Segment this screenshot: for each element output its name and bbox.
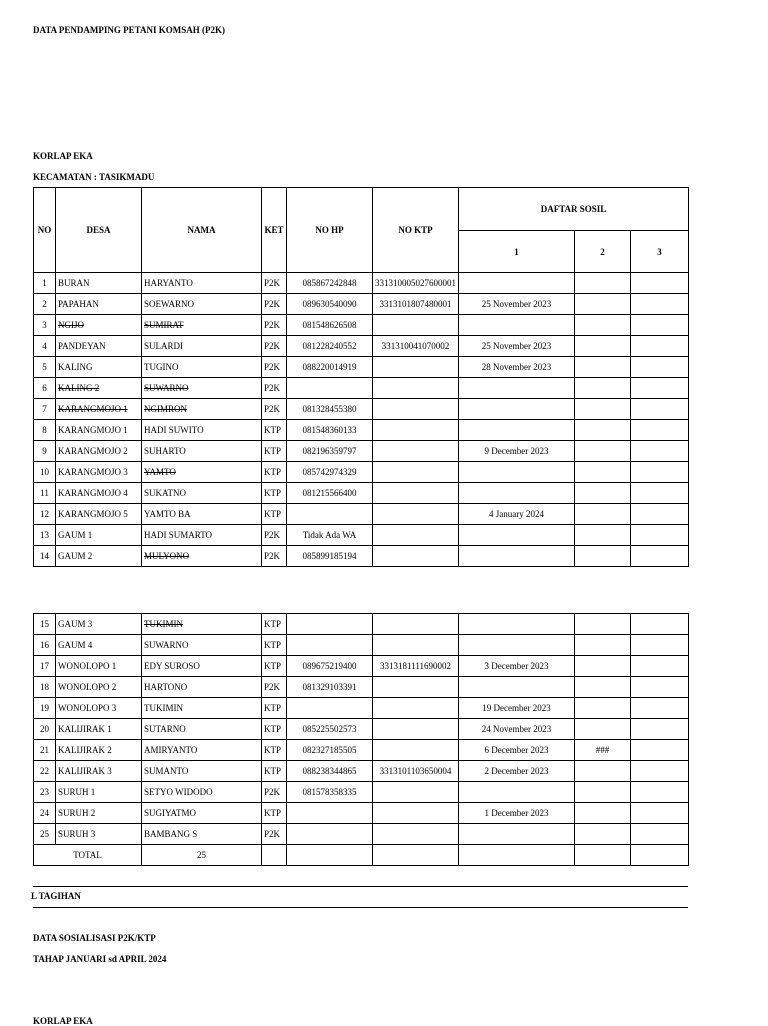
row-sosil-1 [459, 525, 575, 546]
header-ket: KET [262, 188, 287, 273]
row-nama: NGIMRON [142, 399, 262, 420]
row-desa: KALIJIRAK 3 [56, 761, 142, 782]
row-ktp [373, 420, 459, 441]
row-ket: P2K [262, 824, 287, 845]
row-ktp: 3313181111690002 [373, 656, 459, 677]
row-nama: SETYO WIDODO [142, 782, 262, 803]
row-sosil-3 [631, 635, 689, 656]
korlap-label: KORLAP EKA [33, 151, 93, 161]
row-ktp [373, 483, 459, 504]
table-row [34, 357, 689, 378]
row-desa: KALING [56, 357, 142, 378]
row-desa: PAPAHAN [56, 294, 142, 315]
header-nohp: NO HP [287, 188, 373, 273]
row-sosil-2 [575, 336, 631, 357]
row-no: 20 [34, 719, 56, 740]
row-hp [287, 378, 373, 399]
row-ktp [373, 378, 459, 399]
row-sosil-3 [631, 504, 689, 525]
table-row [34, 483, 689, 504]
row-hp: 082196359797 [287, 441, 373, 462]
table-row [34, 336, 689, 357]
row-desa: KARANGMOJO 2 [56, 441, 142, 462]
row-sosil-3 [631, 483, 689, 504]
row-nama: TUKIMIN [142, 614, 262, 635]
row-no: 5 [34, 357, 56, 378]
row-sosil-3 [631, 378, 689, 399]
row-desa: SURUH 2 [56, 803, 142, 824]
row-sosil-2 [575, 546, 631, 567]
row-ket: KTP [262, 656, 287, 677]
row-sosil-1 [459, 782, 575, 803]
row-sosil-3 [631, 315, 689, 336]
row-ket: P2K [262, 782, 287, 803]
row-nama: MULYONO [142, 546, 262, 567]
row-no: 21 [34, 740, 56, 761]
row-desa: KALIJIRAK 2 [56, 740, 142, 761]
row-no: 18 [34, 677, 56, 698]
row-ktp: 3313101807480001 [373, 294, 459, 315]
table-row [34, 719, 689, 740]
row-desa: WONOLOPO 3 [56, 698, 142, 719]
row-no: 8 [34, 420, 56, 441]
row-desa: KARANGMOJO 1 [56, 399, 142, 420]
row-desa: KARANGMOJO 1 [56, 420, 142, 441]
korlap-label-2: KORLAP EKA [33, 1016, 93, 1026]
row-no: 13 [34, 525, 56, 546]
row-hp: 085742974329 [287, 462, 373, 483]
row-sosil-2 [575, 441, 631, 462]
row-hp [287, 635, 373, 656]
row-sosil-2 [575, 824, 631, 845]
row-nama: SUWARNO [142, 635, 262, 656]
row-sosil-3 [631, 782, 689, 803]
row-sosil-3 [631, 336, 689, 357]
row-sosil-1 [459, 315, 575, 336]
row-desa: SURUH 1 [56, 782, 142, 803]
row-nama: SUWARNO [142, 378, 262, 399]
row-sosil-1: 28 November 2023 [459, 357, 575, 378]
row-sosil-2 [575, 399, 631, 420]
table-row [34, 740, 689, 761]
row-sosil-1 [459, 399, 575, 420]
row-sosil-3 [631, 399, 689, 420]
row-sosil-2 [575, 357, 631, 378]
row-ktp [373, 782, 459, 803]
row-ket: KTP [262, 803, 287, 824]
row-sosil-3 [631, 803, 689, 824]
row-desa: KARANGMOJO 5 [56, 504, 142, 525]
row-hp: 088238344865 [287, 761, 373, 782]
table-row [34, 294, 689, 315]
table-row [34, 315, 689, 336]
row-nama: SOEWARNO [142, 294, 262, 315]
row-sosil-2 [575, 761, 631, 782]
row-nama: SULARDI [142, 336, 262, 357]
row-no: 11 [34, 483, 56, 504]
table-row [34, 546, 689, 567]
row-hp: 081548626508 [287, 315, 373, 336]
table-row [34, 273, 689, 294]
table-row [34, 635, 689, 656]
row-hp: Tidak Ada WA [287, 525, 373, 546]
row-hp [287, 824, 373, 845]
kecamatan-label: KECAMATAN : TASIKMADU [33, 172, 155, 182]
row-no: 9 [34, 441, 56, 462]
row-sosil-2 [575, 677, 631, 698]
row-ket: KTP [262, 504, 287, 525]
row-ktp [373, 677, 459, 698]
row-nama: HADI SUWITO [142, 420, 262, 441]
row-ktp [373, 357, 459, 378]
row-desa: WONOLOPO 1 [56, 656, 142, 677]
row-no: 25 [34, 824, 56, 845]
row-nama: SUMANTO [142, 761, 262, 782]
row-ktp [373, 719, 459, 740]
table-row [34, 677, 689, 698]
row-sosil-1: 2 December 2023 [459, 761, 575, 782]
total-value: 25 [142, 845, 262, 866]
table-row [34, 614, 689, 635]
header-nama: NAMA [142, 188, 262, 273]
row-sosil-3 [631, 462, 689, 483]
row-ket: P2K [262, 357, 287, 378]
row-ktp [373, 824, 459, 845]
row-nama: YAMTO BA [142, 504, 262, 525]
row-hp [287, 614, 373, 635]
row-sosil-3 [631, 357, 689, 378]
row-hp: 085225502573 [287, 719, 373, 740]
row-sosil-1 [459, 483, 575, 504]
row-no: 6 [34, 378, 56, 399]
row-sosil-2 [575, 525, 631, 546]
row-nama: SUHARTO [142, 441, 262, 462]
row-sosil-1 [459, 546, 575, 567]
table-row [34, 420, 689, 441]
row-no: 10 [34, 462, 56, 483]
row-nama: BAMBANG S [142, 824, 262, 845]
row-ket: P2K [262, 677, 287, 698]
table-row [34, 378, 689, 399]
row-sosil-1 [459, 420, 575, 441]
row-sosil-2 [575, 420, 631, 441]
row-sosil-2 [575, 273, 631, 294]
row-desa: GAUM 2 [56, 546, 142, 567]
row-sosil-2 [575, 483, 631, 504]
row-sosil-1: 25 November 2023 [459, 294, 575, 315]
table-row [34, 698, 689, 719]
row-no: 3 [34, 315, 56, 336]
tahap-label: TAHAP JANUARI sd APRIL 2024 [33, 954, 167, 964]
header-daftar-sosil: DAFTAR SOSIL [459, 188, 689, 231]
row-ktp [373, 614, 459, 635]
row-nama: YAMTO [142, 462, 262, 483]
row-no: 15 [34, 614, 56, 635]
row-ket: KTP [262, 719, 287, 740]
row-no: 19 [34, 698, 56, 719]
row-ket: P2K [262, 273, 287, 294]
row-desa: GAUM 4 [56, 635, 142, 656]
row-desa: SURUH 3 [56, 824, 142, 845]
row-ket: P2K [262, 336, 287, 357]
row-sosil-2 [575, 294, 631, 315]
page-title: DATA PENDAMPING PETANI KOMSAH (P2K) [33, 25, 225, 35]
row-sosil-2 [575, 504, 631, 525]
row-hp: 081228240552 [287, 336, 373, 357]
row-sosil-2 [575, 462, 631, 483]
row-desa: GAUM 1 [56, 525, 142, 546]
row-nama: TUKIMIN [142, 698, 262, 719]
header-sosil-1: 1 [459, 231, 575, 273]
row-ket: KTP [262, 462, 287, 483]
row-no: 17 [34, 656, 56, 677]
data-table-2 [33, 613, 689, 866]
row-hp: 081328455380 [287, 399, 373, 420]
row-sosil-3 [631, 525, 689, 546]
row-desa: KALING 2 [56, 378, 142, 399]
row-sosil-3 [631, 719, 689, 740]
row-sosil-3 [631, 294, 689, 315]
row-hp: 089675219400 [287, 656, 373, 677]
row-ktp [373, 635, 459, 656]
row-ktp [373, 504, 459, 525]
row-no: 22 [34, 761, 56, 782]
row-ket: KTP [262, 635, 287, 656]
table-row [34, 656, 689, 677]
row-sosil-3 [631, 420, 689, 441]
row-sosil-3 [631, 656, 689, 677]
row-sosil-2: ### [575, 740, 631, 761]
row-sosil-1: 19 December 2023 [459, 698, 575, 719]
row-nama: SUTARNO [142, 719, 262, 740]
row-nama: EDY SUROSO [142, 656, 262, 677]
row-ket: KTP [262, 698, 287, 719]
row-ktp: 3313101103650004 [373, 761, 459, 782]
row-no: 16 [34, 635, 56, 656]
table-row [34, 803, 689, 824]
row-ktp [373, 315, 459, 336]
row-nama: HARYANTO [142, 273, 262, 294]
row-ktp [373, 525, 459, 546]
row-sosil-2 [575, 698, 631, 719]
row-ket: P2K [262, 315, 287, 336]
row-sosil-3 [631, 441, 689, 462]
row-ket: KTP [262, 761, 287, 782]
row-no: 4 [34, 336, 56, 357]
row-hp: 081215566400 [287, 483, 373, 504]
row-ktp [373, 803, 459, 824]
row-hp: 085899185194 [287, 546, 373, 567]
row-nama: TUGINO [142, 357, 262, 378]
row-sosil-3 [631, 740, 689, 761]
row-sosil-1 [459, 635, 575, 656]
row-hp: 081578358335 [287, 782, 373, 803]
row-sosil-3 [631, 824, 689, 845]
row-ket: KTP [262, 740, 287, 761]
row-no: 1 [34, 273, 56, 294]
row-hp [287, 698, 373, 719]
row-sosil-2 [575, 378, 631, 399]
row-desa: GAUM 3 [56, 614, 142, 635]
row-ket: KTP [262, 483, 287, 504]
row-sosil-2 [575, 656, 631, 677]
row-hp [287, 504, 373, 525]
row-ket: P2K [262, 546, 287, 567]
row-no: 23 [34, 782, 56, 803]
row-hp [287, 803, 373, 824]
header-no: NO [34, 188, 56, 273]
row-ket: P2K [262, 378, 287, 399]
row-sosil-1 [459, 614, 575, 635]
row-sosil-2 [575, 719, 631, 740]
row-hp: 089630540090 [287, 294, 373, 315]
row-ket: P2K [262, 294, 287, 315]
row-hp: 081548360133 [287, 420, 373, 441]
table-row [34, 399, 689, 420]
tagihan-label: L TAGIHAN [31, 891, 81, 901]
row-ktp [373, 462, 459, 483]
table-row [34, 462, 689, 483]
row-hp: 088220014919 [287, 357, 373, 378]
row-sosil-2 [575, 635, 631, 656]
row-desa: KARANGMOJO 4 [56, 483, 142, 504]
row-nama: SUMIRAT [142, 315, 262, 336]
row-desa: NGIJO [56, 315, 142, 336]
row-sosil-1 [459, 677, 575, 698]
row-ktp [373, 546, 459, 567]
row-ket: KTP [262, 441, 287, 462]
row-sosil-2 [575, 315, 631, 336]
row-sosil-1: 1 December 2023 [459, 803, 575, 824]
row-ket: KTP [262, 614, 287, 635]
row-sosil-1 [459, 273, 575, 294]
row-nama: HARTONO [142, 677, 262, 698]
row-ktp [373, 441, 459, 462]
row-desa: WONOLOPO 2 [56, 677, 142, 698]
row-sosil-1: 24 November 2023 [459, 719, 575, 740]
header-noktp: NO KTP [373, 188, 459, 273]
sosialisasi-title: DATA SOSIALISASI P2K/KTP [33, 933, 156, 943]
header-sosil-2: 2 [575, 231, 631, 273]
row-sosil-1 [459, 824, 575, 845]
row-desa: PANDEYAN [56, 336, 142, 357]
total-label: TOTAL [34, 845, 142, 866]
table-row [34, 782, 689, 803]
table-row [34, 441, 689, 462]
row-sosil-1: 3 December 2023 [459, 656, 575, 677]
divider-bottom [33, 907, 688, 908]
row-sosil-1: 6 December 2023 [459, 740, 575, 761]
row-sosil-1 [459, 378, 575, 399]
row-no: 24 [34, 803, 56, 824]
row-desa: BURAN [56, 273, 142, 294]
row-ket: P2K [262, 399, 287, 420]
data-table-1 [33, 187, 689, 567]
row-sosil-3 [631, 698, 689, 719]
row-ktp [373, 740, 459, 761]
row-sosil-1 [459, 462, 575, 483]
row-sosil-1: 25 November 2023 [459, 336, 575, 357]
row-nama: SUGIYATMO [142, 803, 262, 824]
row-desa: KARANGMOJO 3 [56, 462, 142, 483]
row-nama: HADI SUMARTO [142, 525, 262, 546]
table-row [34, 504, 689, 525]
row-sosil-2 [575, 782, 631, 803]
row-ket: P2K [262, 525, 287, 546]
row-sosil-2 [575, 803, 631, 824]
table-row [34, 525, 689, 546]
row-sosil-3 [631, 761, 689, 782]
header-sosil-3: 3 [631, 231, 689, 273]
row-ktp: 331310005027600001 [373, 273, 459, 294]
row-no: 12 [34, 504, 56, 525]
row-sosil-1: 9 December 2023 [459, 441, 575, 462]
row-nama: AMIRYANTO [142, 740, 262, 761]
row-sosil-3 [631, 677, 689, 698]
row-sosil-3 [631, 273, 689, 294]
table-row [34, 824, 689, 845]
row-no: 2 [34, 294, 56, 315]
header-desa: DESA [56, 188, 142, 273]
row-ket: KTP [262, 420, 287, 441]
row-ktp: 331310041070002 [373, 336, 459, 357]
table-row [34, 761, 689, 782]
row-hp: 082327185505 [287, 740, 373, 761]
row-sosil-3 [631, 546, 689, 567]
row-hp: 085867242848 [287, 273, 373, 294]
row-sosil-2 [575, 614, 631, 635]
total-row [34, 845, 689, 866]
row-no: 14 [34, 546, 56, 567]
row-ktp [373, 698, 459, 719]
row-sosil-3 [631, 614, 689, 635]
row-no: 7 [34, 399, 56, 420]
row-hp: 081329103391 [287, 677, 373, 698]
row-ktp [373, 399, 459, 420]
divider-top [33, 886, 688, 887]
row-desa: KALIJIRAK 1 [56, 719, 142, 740]
row-nama: SUKATNO [142, 483, 262, 504]
row-sosil-1: 4 January 2024 [459, 504, 575, 525]
